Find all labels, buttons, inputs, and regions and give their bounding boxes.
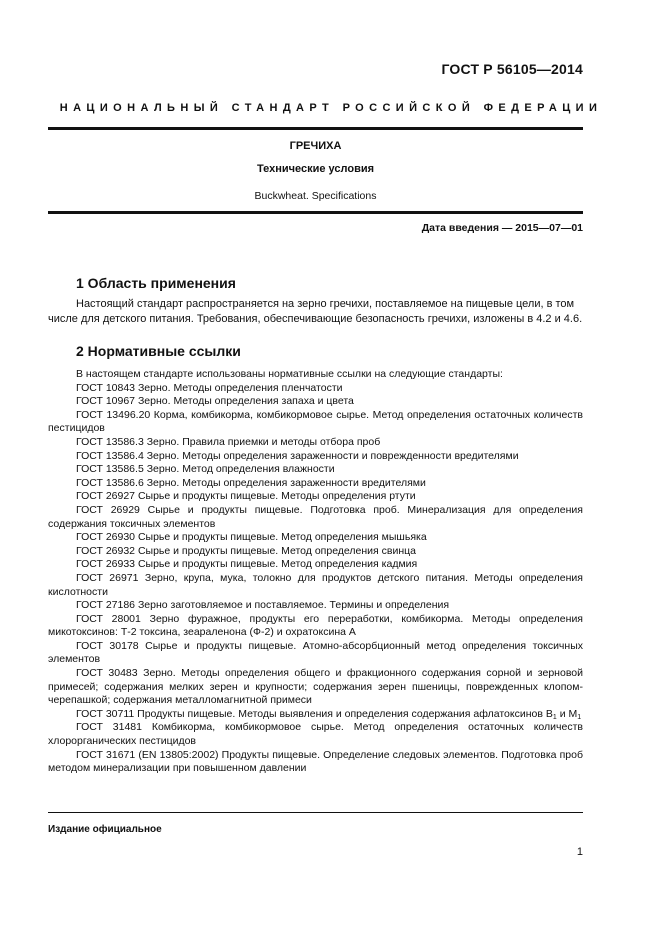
list-item: ГОСТ 30483 Зерно. Методы определения общего и фракционного содержания сорной и зерновой примесей; содержания мелких зерен и крупности; содержания зерен пшеницы, поврежденных клопом-черепашкой; содержания металломагнитной примеси [48,667,583,707]
list-item: ГОСТ 26927 Сырье и продукты пищевые. Методы определения ртути [76,490,416,503]
list-item: ГОСТ 26929 Сырье и продукты пищевые. Подготовка проб. Минерализация для определения содержания токсичных элементов [48,503,583,530]
list-item: ГОСТ 26930 Сырье и продукты пищевые. Метод определения мышьяка [76,531,427,544]
list-item: ГОСТ 28001 Зерно фуражное, продукты его переработки, комбикорма. Методы определения микотоксинов: Т-2 токсина, зеараленона (Ф-2) и охратоксина А [48,612,583,639]
document-title: ГРЕЧИХА [289,140,342,152]
footer-divider [48,812,583,813]
section-1-line-1: Настоящий стандарт распространяется на зерно гречихи, поставляемое на пищевые цели, в том [76,298,575,310]
references-list [48,368,583,776]
document-code: ГОСТ Р 56105—2014 [441,61,583,77]
aflatoxin-b: B [545,707,553,720]
list-item: ГОСТ 31671 (EN 13805:2002) Продукты пищевые. Определение следовых элементов. Подготовка проб методом минерализации при повышенном давлении [48,748,583,775]
list-item: ГОСТ 31481 Комбикорма, комбикормовое сырье. Метод определения остаточных количеств хлорорганических пестицидов [48,721,583,748]
references-intro: В настоящем стандарте использованы нормативные ссылки на следующие стандарты: [76,368,503,380]
section-2-heading: 2 Нормативные ссылки [76,343,241,359]
section-1-line-2: числе для детского питания. Требования, обеспечивающие безопасность гречихи, изложены в 4.2 и 4.6. [48,313,583,325]
list-item: ГОСТ 10843 Зерно. Методы определения пленчатости [76,381,343,394]
list-item: ГОСТ 26933 Сырье и продукты пищевые. Метод определения кадмия [76,558,418,571]
section-1-heading: 1 Область применения [76,275,236,291]
introduction-date: Дата введения — 2015—07—01 [421,222,583,234]
list-item: ГОСТ 27186 Зерно заготовляемое и поставляемое. Термины и определения [76,599,450,612]
national-standard-banner: НАЦИОНАЛЬНЫЙ СТАНДАРТ РОССИЙСКОЙ ФЕДЕРАЦИИ [59,102,603,114]
list-item: ГОСТ 13586.3 Зерно. Правила приемки и методы отбора проб [76,435,381,448]
list-item: ГОСТ 13496.20 Корма, комбикорма, комбикормовое сырье. Метод определения остаточных количеств пестицидов [48,408,583,435]
list-item: ГОСТ 13586.5 Зерно. Метод определения влажности [76,463,335,476]
list-item: ГОСТ 13586.6 Зерно. Методы определения зараженности вредителями [76,476,426,489]
document-subtitle: Технические условия [256,163,375,175]
page-number: 1 [576,846,583,858]
list-item [48,708,583,722]
english-title: Buckwheat. Specifications [254,190,377,202]
official-edition-label: Издание официальное [48,824,162,835]
list-item: ГОСТ 26932 Сырье и продукты пищевые. Метод определения свинца [76,544,416,557]
list-item: ГОСТ 13586.4 Зерно. Методы определения зараженности и поврежденности вредителями [76,449,519,462]
top-divider [48,127,583,130]
aflatoxin-ref-text: ГОСТ 30711 Продукты пищевые. Методы выявления и определения содержания афлатоксинов [76,707,543,720]
list-item: ГОСТ 10967 Зерно. Методы определения запаха и цвета [76,395,354,408]
list-item: ГОСТ 26971 Зерно, крупа, мука, толокно для продуктов детского питания. Методы определения кислотности [48,571,583,598]
title-divider [48,211,583,214]
aflatoxin-b-subscript: 1 [552,713,557,721]
list-item: ГОСТ 30178 Сырье и продукты пищевые. Атомно-абсорбционный метод определения токсичных элементов [48,639,583,666]
section-1-body [48,297,583,327]
aflatoxin-m-subscript: 1 [577,713,582,721]
aflatoxin-and-m: и M [556,707,578,720]
